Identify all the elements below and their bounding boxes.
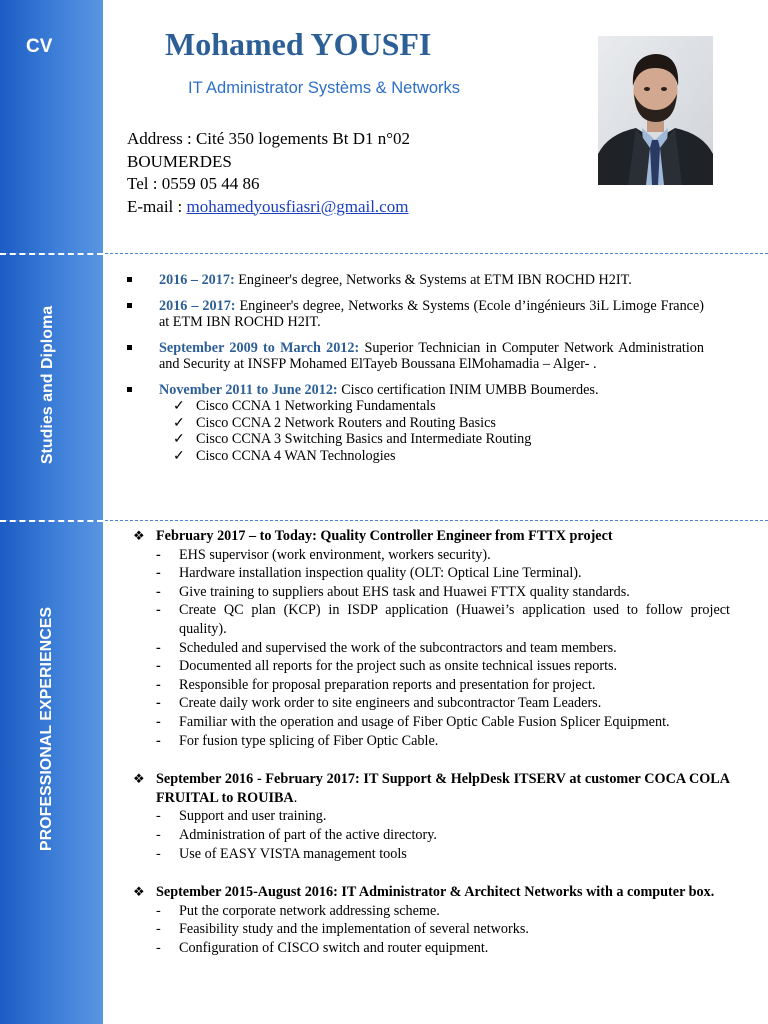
checkmark-icon: ✓	[173, 447, 185, 464]
duty-item: - For fusion type splicing of Fiber Optic Cable.	[156, 732, 439, 749]
sidebar	[0, 0, 103, 1024]
city-line: BOUMERDES	[127, 151, 232, 171]
person-name: Mohamed YOUSFI	[165, 26, 432, 62]
dash-bullet-icon: -	[156, 808, 161, 825]
checkmark-icon: ✓	[173, 431, 185, 447]
duty-list	[133, 807, 730, 863]
section-divider	[0, 253, 768, 254]
address-line: Address : Cité 350 logements Bt D1 n°02	[127, 129, 411, 148]
study-text: Cisco certification INIM UMBB Boumerdes.	[337, 381, 599, 398]
checkmark-icon: ✓	[173, 398, 185, 414]
studies-section	[127, 272, 704, 473]
certification-item: ✓ Cisco CCNA 3 Switching Basics and Intermediate Routing	[173, 431, 532, 447]
duty-item: - Put the corporate network addressing scheme.	[156, 902, 440, 919]
duty-item: - Give training to suppliers about EHS task and Huawei FTTX quality standards.	[156, 583, 630, 600]
section-divider	[0, 520, 768, 521]
experience-title: ❖ September 2016 - February 2017: IT Support & HelpDesk ITSERV at customer COCA COLA FRUITAL to ROUIBA.	[133, 771, 730, 806]
sidebar-divider	[0, 520, 103, 522]
duty-item: - Hardware installation inspection quality (OLT: Optical Line Terminal).	[156, 565, 582, 582]
dash-bullet-icon: -	[156, 695, 161, 712]
experience-title: ❖ September 2015-August 2016: IT Administrator & Architect Networks with a computer box.	[133, 884, 715, 901]
square-bullet-icon	[127, 345, 132, 350]
certification-item: ✓ Cisco CCNA 2 Network Routers and Routing Basics	[173, 414, 496, 431]
dash-bullet-icon: -	[156, 902, 161, 919]
portrait-image	[598, 36, 713, 185]
certification-item: ✓ Cisco CCNA 4 WAN Technologies	[173, 447, 396, 464]
dash-bullet-icon: -	[156, 826, 161, 843]
study-date: September 2009 to March 2012:	[159, 339, 360, 356]
study-text: Superior Technician in Computer Network Administration and Security at INSFP Mohamed ElTayeb Boussana ElMohamadia – Alger- .	[159, 339, 704, 372]
dash-bullet-icon: -	[156, 939, 161, 956]
duty-item: - Feasibility study and the implementation of several networks.	[156, 921, 529, 938]
certification-item: ✓ Cisco CCNA 1 Networking Fundamentals	[173, 398, 436, 414]
experience-item	[133, 883, 730, 957]
dash-bullet-icon: -	[156, 583, 161, 600]
studies-section-label: Studies and Diploma	[39, 305, 56, 465]
phone-line: Tel : 0559 05 44 86	[127, 174, 260, 193]
experience-item	[133, 770, 730, 863]
dash-bullet-icon: -	[156, 713, 161, 730]
study-text: Engineer's degree, Networks & Systems at ETM IBN ROCHD H2IT.	[234, 272, 632, 288]
study-item	[127, 382, 704, 465]
dash-bullet-icon: -	[156, 602, 161, 619]
email-line	[127, 196, 410, 219]
square-bullet-icon	[127, 387, 132, 392]
duty-item: - Use of EASY VISTA management tools	[156, 845, 407, 862]
job-title: IT Administrator Systèms & Networks	[188, 79, 461, 97]
duty-item: - EHS supervisor (work environment, workers security).	[156, 546, 491, 563]
study-item	[127, 298, 704, 331]
cv-label: CV	[26, 36, 53, 57]
diamond-bullet-icon: ❖	[133, 884, 145, 900]
email-label: E-mail :	[127, 196, 187, 216]
diamond-bullet-icon: ❖	[133, 528, 145, 543]
duty-list	[133, 902, 730, 958]
duty-item: - Create daily work order to site engineers and subcontractor Team Leaders.	[156, 695, 602, 712]
dash-bullet-icon: -	[156, 546, 161, 563]
dash-bullet-icon: -	[156, 845, 161, 862]
duty-item: - Scheduled and supervised the work of the subcontractors and team members.	[156, 639, 617, 656]
duty-item: - Familiar with the operation and usage of Fiber Optic Cable Fusion Splicer Equipment.	[156, 713, 670, 730]
checkmark-icon: ✓	[173, 414, 185, 431]
duty-item: - Create QC plan (KCP) in ISDP application (Huawei’s application used to follow project quality).	[156, 602, 730, 637]
duty-item: - Documented all reports for the project such as onsite technical issues reports.	[156, 658, 618, 675]
duty-item: - Responsible for proposal preparation reports and presentation for project.	[156, 676, 596, 693]
duty-item: - Configuration of CISCO switch and router equipment.	[156, 939, 489, 956]
study-date: November 2011 to June 2012:	[159, 381, 338, 398]
study-item	[127, 272, 704, 289]
experience-title: ❖ February 2017 – to Today: Quality Controller Engineer from FTTX project	[133, 528, 613, 544]
experience-section-label: PROFESSIONAL EXPERIENCES	[38, 606, 55, 852]
square-bullet-icon	[127, 277, 132, 282]
sidebar-divider	[0, 253, 103, 255]
email-link[interactable]: mohamedyousfiasri@gmail.com	[186, 196, 409, 216]
study-date: 2016 – 2017:	[159, 272, 235, 288]
experience-item	[133, 527, 730, 750]
study-item	[127, 340, 704, 373]
study-text: Engineer's degree, Networks & Systems (Ecole d’ingénieurs 3iL Limoge France) at ETM IBN ROCHD H2IT.	[159, 297, 704, 330]
diamond-bullet-icon: ❖	[133, 771, 145, 787]
dash-bullet-icon: -	[156, 732, 161, 749]
duty-item: - Support and user training.	[156, 808, 327, 825]
dash-bullet-icon: -	[156, 921, 161, 938]
study-date: 2016 – 2017:	[159, 297, 236, 314]
square-bullet-icon	[127, 303, 132, 308]
certification-list	[159, 398, 704, 464]
duty-list	[133, 546, 730, 751]
duty-item: - Administration of part of the active directory.	[156, 826, 437, 843]
profile-photo	[598, 36, 713, 185]
dash-bullet-icon: -	[156, 658, 161, 675]
dash-bullet-icon: -	[156, 639, 161, 656]
contact-block	[127, 128, 410, 218]
dash-bullet-icon: -	[156, 565, 161, 582]
dash-bullet-icon: -	[156, 676, 161, 693]
experience-section	[133, 527, 730, 977]
